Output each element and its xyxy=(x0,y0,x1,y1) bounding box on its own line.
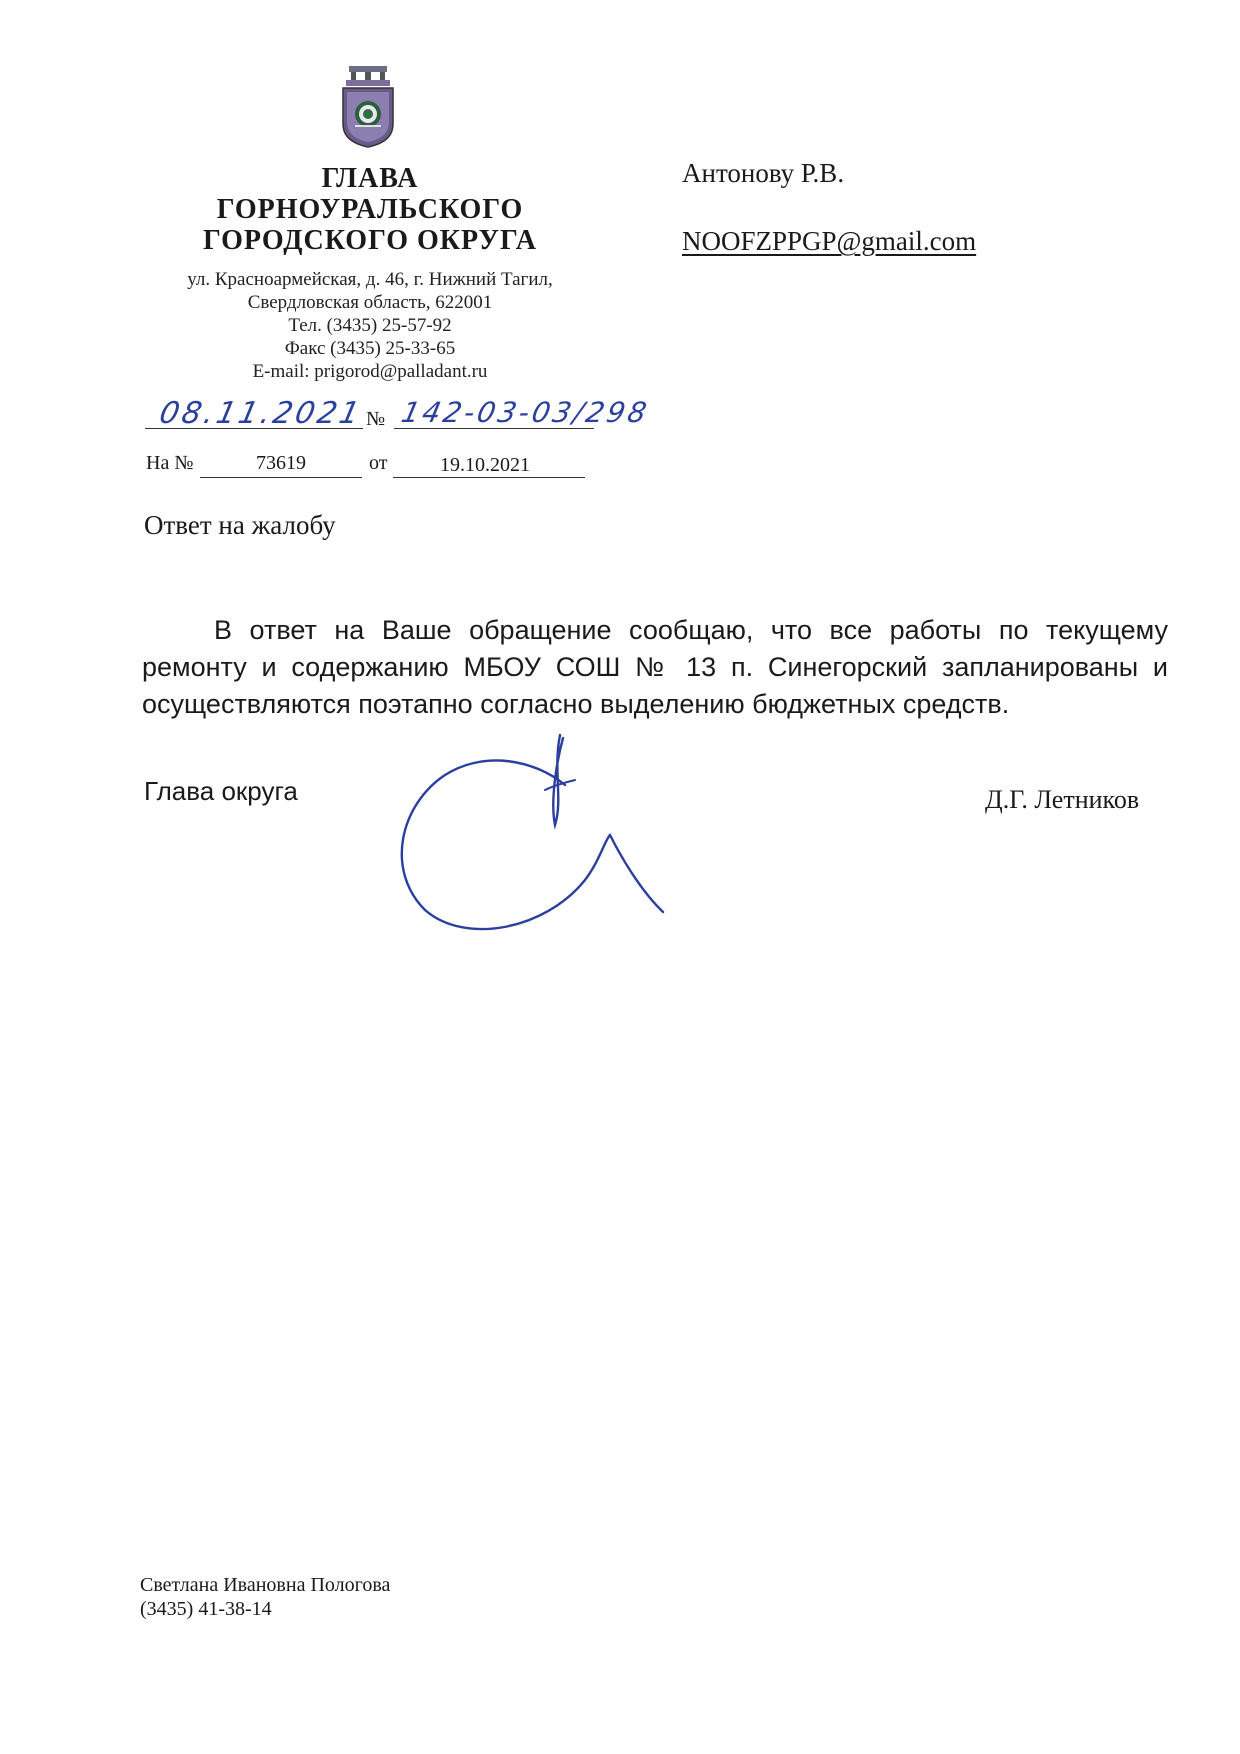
number-label: № xyxy=(366,408,386,430)
reply-number-underline xyxy=(200,477,362,478)
from-label: от xyxy=(369,452,388,474)
email-line: E-mail: prigorod@palladant.ru xyxy=(252,361,488,382)
sender-address-block xyxy=(120,268,620,383)
executor-phone: (3435) 41-38-14 xyxy=(140,1598,272,1620)
reply-date-underline xyxy=(393,477,585,478)
handwritten-date: 08.11.2021 xyxy=(156,396,366,431)
executor-name: Светлана Ивановна Пологова xyxy=(140,1574,391,1596)
fax-line: Факс (3435) 25-33-65 xyxy=(284,338,456,359)
address-line: Свердловская область, 622001 xyxy=(247,292,493,313)
date-underline xyxy=(145,428,363,429)
sender-title-line: ГОРОДСКОГО ОКРУГА xyxy=(202,225,537,256)
address-line: ул. Красноармейская, д. 46, г. Нижний Тагил, xyxy=(187,269,553,290)
sender-title-line: ГОРНОУРАЛЬСКОГО xyxy=(216,194,524,225)
signer-position: Глава округа xyxy=(144,776,298,806)
phone-line: Тел. (3435) 25-57-92 xyxy=(288,315,452,336)
body-paragraph: В ответ на Ваше обращение сообщаю, что все работы по текущему ремонту и содержанию МБОУ СОШ № 13 п. Синегорский запланированы и осуществляются поэтапно согласно выделению бюджетных средств. xyxy=(142,615,1168,719)
sender-title xyxy=(180,163,560,256)
handwritten-number: 142-03-03/298 xyxy=(398,396,653,429)
sender-title-line: ГЛАВА xyxy=(321,163,419,194)
executor-block xyxy=(140,1573,390,1621)
number-underline xyxy=(394,428,594,429)
signer-name: Д.Г. Летников xyxy=(985,785,1140,814)
recipient-name: Антонову Р.В. xyxy=(682,158,845,188)
handwritten-signature xyxy=(385,730,675,940)
reply-date: 19.10.2021 xyxy=(440,454,530,476)
letter-subject: Ответ на жалобу xyxy=(144,510,336,540)
reply-to-label: На № xyxy=(146,452,194,474)
letter-body xyxy=(142,612,1168,723)
reply-to-number: 73619 xyxy=(256,452,306,474)
recipient-email[interactable]: NOOFZPPGP@gmail.com xyxy=(682,226,977,256)
coat-of-arms-emblem xyxy=(337,64,399,149)
